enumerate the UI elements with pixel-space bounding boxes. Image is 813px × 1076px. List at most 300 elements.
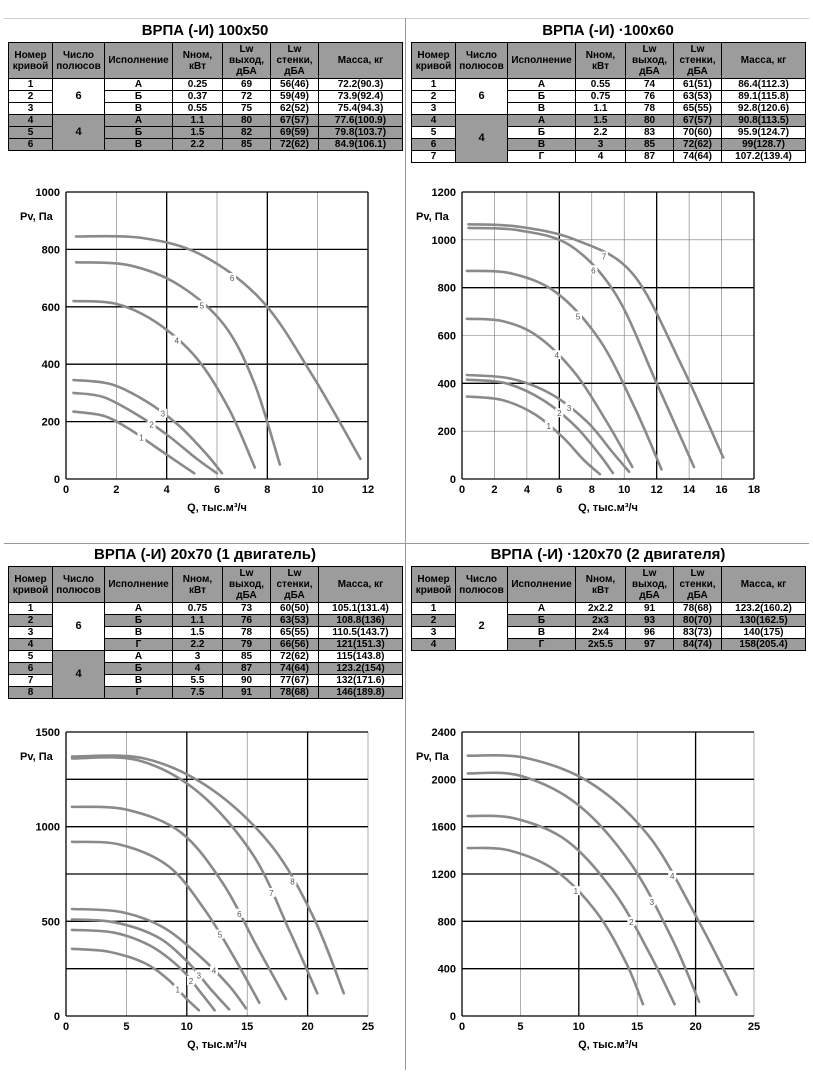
column-header: Масса, кг <box>722 43 806 79</box>
curve-label: 6 <box>591 266 596 276</box>
mass-cell: 84.9(106.1) <box>319 139 403 151</box>
curve-7 <box>72 757 317 993</box>
power-cell: 2х3 <box>576 615 626 627</box>
x-tick-label: 5 <box>123 1021 130 1033</box>
lw-wall-cell: 70(60) <box>674 127 722 139</box>
panel-100x60 <box>409 22 807 542</box>
spec-table <box>411 566 806 651</box>
curve-number-cell: 2 <box>412 91 456 103</box>
x-tick-label: 4 <box>163 484 170 496</box>
x-tick-label: 10 <box>180 1021 193 1033</box>
x-tick-label: 6 <box>213 484 221 496</box>
x-tick-label: 18 <box>747 484 761 496</box>
vertical-divider <box>405 18 406 1070</box>
column-header: Номер кривой <box>412 43 456 79</box>
lw-wall-cell: 80(70) <box>674 615 722 627</box>
execution-cell: Б <box>508 91 576 103</box>
curve-label: 5 <box>199 301 205 311</box>
lw-outlet-cell: 90 <box>223 675 271 687</box>
mass-cell: 146(189.8) <box>319 687 403 699</box>
column-header: Число полюсов <box>456 43 508 79</box>
panel-120x70-1-motor <box>6 546 404 1066</box>
power-cell: 0.75 <box>576 91 626 103</box>
curve-label: 1 <box>139 433 144 443</box>
curve-number-cell: 3 <box>412 103 456 115</box>
curve-label: 1 <box>175 985 180 995</box>
y-tick-label: 800 <box>437 282 456 295</box>
chart-title: ВРПА (-И) 100х50 <box>141 22 269 39</box>
lw-wall-cell: 72(62) <box>271 651 319 663</box>
mass-cell: 108.8(136) <box>319 615 403 627</box>
y-tick-label: 1000 <box>35 821 60 834</box>
spec-table <box>411 42 806 163</box>
curve-1 <box>468 848 643 1004</box>
execution-cell: Г <box>508 151 576 163</box>
chart-title: ВРПА (-И) ·100х60 <box>542 22 674 39</box>
execution-cell: В <box>105 675 173 687</box>
table-row <box>9 603 403 615</box>
lw-wall-cell: 78(68) <box>271 687 319 699</box>
curve-number-cell: 1 <box>9 603 53 615</box>
curve-number-cell: 1 <box>412 79 456 91</box>
power-cell: 0.55 <box>576 79 626 91</box>
mass-cell: 123.2(160.2) <box>722 603 806 615</box>
mass-cell: 79.8(103.7) <box>319 127 403 139</box>
chart-title: ВРПА (-И) ·120х70 (2 двигателя) <box>490 546 726 563</box>
curve-label: 2 <box>149 420 154 430</box>
table-row <box>9 115 403 127</box>
column-header: Lw выход, дБА <box>223 567 271 603</box>
curve-number-cell: 6 <box>9 663 53 675</box>
power-cell: 0.55 <box>173 103 223 115</box>
y-tick-label: 400 <box>41 359 60 372</box>
lw-wall-cell: 67(57) <box>271 115 319 127</box>
curve-label: 2 <box>188 976 194 986</box>
power-cell: 2х5.5 <box>576 639 626 651</box>
execution-cell: Г <box>508 639 576 651</box>
execution-cell: Б <box>105 663 173 675</box>
panel-100x50 <box>6 22 404 542</box>
curve-5 <box>76 262 280 464</box>
poles-cell: 4 <box>53 651 105 699</box>
lw-wall-cell: 67(57) <box>674 115 722 127</box>
pressure-flow-chart <box>409 726 807 1056</box>
curve-label: 2 <box>629 917 634 927</box>
curve-label: 7 <box>601 252 607 262</box>
x-tick-label: 25 <box>361 1021 375 1033</box>
lw-outlet-cell: 85 <box>626 139 674 151</box>
execution-cell: А <box>508 603 576 615</box>
power-cell: 5.5 <box>173 675 223 687</box>
x-tick-label: 8 <box>264 484 271 496</box>
curve-label: 6 <box>237 909 242 919</box>
power-cell: 2х2.2 <box>576 603 626 615</box>
curve-number-cell: 1 <box>9 79 53 91</box>
mass-cell: 90.8(113.5) <box>722 115 806 127</box>
table-row <box>412 603 806 615</box>
curve-label: 5 <box>575 312 581 322</box>
lw-outlet-cell: 78 <box>223 627 271 639</box>
mass-cell: 130(162.5) <box>722 615 806 627</box>
curve-number-cell: 5 <box>9 127 53 139</box>
lw-outlet-cell: 79 <box>223 639 271 651</box>
column-header: Lw выход, дБА <box>626 43 674 79</box>
lw-outlet-cell: 82 <box>223 127 271 139</box>
mass-cell: 140(175) <box>722 627 806 639</box>
execution-cell: А <box>105 79 173 91</box>
pressure-flow-chart <box>409 182 807 532</box>
execution-cell: В <box>105 627 173 639</box>
lw-wall-cell: 62(52) <box>271 103 319 115</box>
y-tick-label: 1200 <box>431 869 456 881</box>
x-tick-label: 0 <box>458 1021 466 1033</box>
column-header: Номер кривой <box>9 43 53 79</box>
curve-number-cell: 5 <box>9 651 53 663</box>
lw-wall-cell: 65(55) <box>271 627 319 639</box>
lw-wall-cell: 60(50) <box>271 603 319 615</box>
column-header: Исполнение <box>105 567 173 603</box>
power-cell: 0.25 <box>173 79 223 91</box>
power-cell: 1.1 <box>173 615 223 627</box>
lw-outlet-cell: 76 <box>626 91 674 103</box>
lw-outlet-cell: 87 <box>626 151 674 163</box>
lw-outlet-cell: 97 <box>626 639 674 651</box>
lw-outlet-cell: 80 <box>223 115 271 127</box>
column-header: Число полюсов <box>53 567 105 603</box>
lw-wall-cell: 69(59) <box>271 127 319 139</box>
curve-number-cell: 2 <box>9 91 53 103</box>
y-axis-label: Pv, Па <box>20 751 53 763</box>
curve-number-cell: 8 <box>9 687 53 699</box>
curve-number-cell: 1 <box>412 603 456 615</box>
y-tick-label: 1000 <box>35 187 60 199</box>
column-header: Lw стенки, дБА <box>271 43 319 79</box>
lw-outlet-cell: 91 <box>626 603 674 615</box>
y-tick-label: 2000 <box>431 774 456 787</box>
y-tick-label: 1600 <box>431 821 456 834</box>
mass-cell: 107.2(139.4) <box>722 151 806 163</box>
power-cell: 1.5 <box>576 115 626 127</box>
y-tick-label: 0 <box>53 1011 60 1023</box>
column-header: Lw выход, дБА <box>626 567 674 603</box>
column-header: Исполнение <box>508 567 576 603</box>
execution-cell: Б <box>508 127 576 139</box>
column-header: Nном, кВт <box>576 567 626 603</box>
x-axis-label: Q, тыс.м³/ч <box>187 1039 247 1051</box>
curve-3 <box>72 919 229 1009</box>
lw-wall-cell: 66(56) <box>271 639 319 651</box>
lw-outlet-cell: 80 <box>626 115 674 127</box>
curve-1 <box>72 949 199 1011</box>
lw-wall-cell: 84(74) <box>674 639 722 651</box>
lw-outlet-cell: 73 <box>223 603 271 615</box>
execution-cell: Г <box>105 687 173 699</box>
lw-outlet-cell: 87 <box>223 663 271 675</box>
curve-label: 3 <box>649 897 655 907</box>
execution-cell: А <box>105 115 173 127</box>
lw-outlet-cell: 96 <box>626 627 674 639</box>
x-tick-label: 25 <box>747 1021 761 1033</box>
mass-cell: 92.8(120.6) <box>722 103 806 115</box>
column-header: Lw стенки, дБА <box>674 567 722 603</box>
curve-label: 2 <box>557 409 562 419</box>
curve-number-cell: 7 <box>9 675 53 687</box>
y-tick-label: 600 <box>41 301 60 314</box>
y-tick-label: 0 <box>449 474 456 486</box>
x-axis-label: Q, тыс.м³/ч <box>578 502 638 514</box>
column-header: Масса, кг <box>722 567 806 603</box>
execution-cell: Б <box>105 91 173 103</box>
lw-wall-cell: 63(53) <box>674 91 722 103</box>
curve-number-cell: 3 <box>9 103 53 115</box>
column-header: Lw стенки, дБА <box>674 43 722 79</box>
curve-label: 3 <box>160 409 166 419</box>
curve-label: 1 <box>546 421 552 431</box>
lw-wall-cell: 74(64) <box>271 663 319 675</box>
curve-label: 4 <box>554 351 560 361</box>
lw-outlet-cell: 75 <box>223 103 271 115</box>
y-tick-label: 600 <box>437 330 456 343</box>
power-cell: 7.5 <box>173 687 223 699</box>
y-axis-label: Pv, Па <box>416 751 449 763</box>
execution-cell: Б <box>105 127 173 139</box>
poles-cell: 6 <box>53 79 105 115</box>
poles-cell: 4 <box>53 115 105 151</box>
x-tick-label: 0 <box>62 1021 70 1033</box>
column-header: Номер кривой <box>9 567 53 603</box>
curve-number-cell: 4 <box>9 115 53 127</box>
curve-2 <box>468 816 675 1004</box>
power-cell: 4 <box>173 663 223 675</box>
mass-cell: 89.1(115.8) <box>722 91 806 103</box>
lw-outlet-cell: 91 <box>223 687 271 699</box>
execution-cell: А <box>105 651 173 663</box>
mass-cell: 110.5(143.7) <box>319 627 403 639</box>
lw-outlet-cell: 72 <box>223 91 271 103</box>
panel-120x70-2-motors <box>409 546 807 1066</box>
curve-number-cell: 6 <box>412 139 456 151</box>
mass-cell: 75.4(94.3) <box>319 103 403 115</box>
y-axis-label: Pv, Па <box>416 211 449 223</box>
curve-number-cell: 7 <box>412 151 456 163</box>
lw-outlet-cell: 74 <box>626 79 674 91</box>
curve-6 <box>72 807 286 999</box>
column-header: Масса, кг <box>319 43 403 79</box>
lw-wall-cell: 78(68) <box>674 603 722 615</box>
lw-wall-cell: 72(62) <box>674 139 722 151</box>
y-tick-label: 200 <box>437 426 456 439</box>
power-cell: 3 <box>576 139 626 151</box>
curve-number-cell: 4 <box>9 639 53 651</box>
curve-number-cell: 6 <box>9 139 53 151</box>
power-cell: 3 <box>173 651 223 663</box>
x-tick-label: 6 <box>556 484 563 496</box>
top-rule <box>4 18 809 19</box>
curve-label: 3 <box>196 971 202 981</box>
y-tick-label: 200 <box>41 416 60 429</box>
lw-wall-cell: 63(53) <box>271 615 319 627</box>
curve-2 <box>72 930 215 1010</box>
mass-cell: 77.6(100.9) <box>319 115 403 127</box>
x-tick-label: 10 <box>618 484 631 496</box>
lw-wall-cell: 77(67) <box>271 675 319 687</box>
x-tick-label: 15 <box>241 1021 254 1033</box>
y-tick-label: 400 <box>437 378 456 391</box>
power-cell: 4 <box>576 151 626 163</box>
lw-wall-cell: 65(55) <box>674 103 722 115</box>
column-header: Исполнение <box>508 43 576 79</box>
curve-1 <box>467 397 600 475</box>
execution-cell: В <box>105 103 173 115</box>
curve-label: 7 <box>269 888 274 898</box>
y-tick-label: 800 <box>437 916 456 929</box>
x-tick-label: 10 <box>572 1021 585 1033</box>
power-cell: 1.5 <box>173 627 223 639</box>
y-tick-label: 2400 <box>431 727 456 739</box>
lw-outlet-cell: 93 <box>626 615 674 627</box>
pressure-flow-chart <box>6 726 404 1056</box>
table-row <box>412 79 806 91</box>
lw-wall-cell: 74(64) <box>674 151 722 163</box>
y-tick-label: 1500 <box>35 727 60 739</box>
poles-cell: 4 <box>456 115 508 163</box>
mass-cell: 123.2(154) <box>319 663 403 675</box>
y-tick-label: 500 <box>41 916 60 929</box>
y-tick-label: 800 <box>41 244 60 257</box>
x-tick-label: 4 <box>523 484 530 496</box>
lw-outlet-cell: 85 <box>223 651 271 663</box>
lw-wall-cell: 61(51) <box>674 79 722 91</box>
execution-cell: А <box>105 603 173 615</box>
poles-cell: 6 <box>53 603 105 651</box>
table-row <box>9 651 403 663</box>
column-header: Lw стенки, дБА <box>271 567 319 603</box>
mass-cell: 95.9(124.7) <box>722 127 806 139</box>
execution-cell: В <box>105 139 173 151</box>
execution-cell: В <box>508 139 576 151</box>
x-tick-label: 14 <box>682 484 696 496</box>
poles-cell: 6 <box>456 79 508 115</box>
execution-cell: А <box>508 115 576 127</box>
x-tick-label: 0 <box>62 484 70 496</box>
column-header: Исполнение <box>105 43 173 79</box>
curve-number-cell: 2 <box>9 615 53 627</box>
curve-number-cell: 4 <box>412 115 456 127</box>
power-cell: 0.75 <box>173 603 223 615</box>
spec-table <box>8 566 403 699</box>
lw-outlet-cell: 78 <box>626 103 674 115</box>
lw-outlet-cell: 76 <box>223 615 271 627</box>
mass-cell: 158(205.4) <box>722 639 806 651</box>
lw-wall-cell: 83(73) <box>674 627 722 639</box>
column-header: Масса, кг <box>319 567 403 603</box>
power-cell: 2.2 <box>173 639 223 651</box>
curve-label: 5 <box>217 930 223 940</box>
x-tick-label: 8 <box>588 484 595 496</box>
column-header: Номер кривой <box>412 567 456 603</box>
y-tick-label: 0 <box>53 474 60 486</box>
power-cell: 1.5 <box>173 127 223 139</box>
curve-label: 4 <box>211 966 217 976</box>
x-tick-label: 10 <box>311 484 324 496</box>
curve-4 <box>74 301 255 467</box>
pressure-flow-chart <box>6 182 404 532</box>
y-axis-label: Pv, Па <box>20 211 53 223</box>
curve-7 <box>469 224 724 457</box>
execution-cell: А <box>508 79 576 91</box>
column-header: Nном, кВт <box>173 567 223 603</box>
lw-outlet-cell: 85 <box>223 139 271 151</box>
x-tick-label: 16 <box>715 484 728 496</box>
mass-cell: 86.4(112.3) <box>722 79 806 91</box>
curve-label: 6 <box>229 274 235 284</box>
column-header: Число полюсов <box>53 43 105 79</box>
y-tick-label: 0 <box>449 1011 456 1023</box>
lw-wall-cell: 56(46) <box>271 79 319 91</box>
x-tick-label: 2 <box>113 484 120 496</box>
table-row <box>412 115 806 127</box>
x-tick-label: 15 <box>631 1021 644 1033</box>
mass-cell: 72.2(90.3) <box>319 79 403 91</box>
x-tick-label: 20 <box>689 1021 702 1033</box>
lw-wall-cell: 72(62) <box>271 139 319 151</box>
execution-cell: В <box>508 627 576 639</box>
mass-cell: 99(128.7) <box>722 139 806 151</box>
lw-outlet-cell: 83 <box>626 127 674 139</box>
x-tick-label: 5 <box>517 1021 524 1033</box>
power-cell: 2.2 <box>576 127 626 139</box>
mass-cell: 115(143.8) <box>319 651 403 663</box>
execution-cell: Г <box>105 639 173 651</box>
y-tick-label: 400 <box>437 963 456 976</box>
column-header: Nном, кВт <box>173 43 223 79</box>
curve-number-cell: 4 <box>412 639 456 651</box>
curve-4 <box>72 909 246 1008</box>
power-cell: 2.2 <box>173 139 223 151</box>
column-header: Nном, кВт <box>576 43 626 79</box>
curve-number-cell: 2 <box>412 615 456 627</box>
mass-cell: 121(151.3) <box>319 639 403 651</box>
horizontal-divider <box>4 543 809 544</box>
curve-label: 1 <box>573 887 579 897</box>
x-tick-label: 0 <box>458 484 466 496</box>
mass-cell: 105.1(131.4) <box>319 603 403 615</box>
column-header: Число полюсов <box>456 567 508 603</box>
x-tick-label: 20 <box>301 1021 314 1033</box>
x-tick-label: 12 <box>361 484 375 496</box>
column-header: Lw выход, дБА <box>223 43 271 79</box>
curve-number-cell: 3 <box>9 627 53 639</box>
lw-outlet-cell: 69 <box>223 79 271 91</box>
x-axis-label: Q, тыс.м³/ч <box>187 502 247 514</box>
curve-label: 8 <box>290 877 295 887</box>
mass-cell: 73.9(92.4) <box>319 91 403 103</box>
power-cell: 1.1 <box>173 115 223 127</box>
execution-cell: Б <box>105 615 173 627</box>
execution-cell: Б <box>508 615 576 627</box>
execution-cell: В <box>508 103 576 115</box>
power-cell: 2х4 <box>576 627 626 639</box>
power-cell: 0.37 <box>173 91 223 103</box>
table-row <box>9 79 403 91</box>
y-tick-label: 1200 <box>431 187 456 199</box>
chart-title: ВРПА (-И) 20х70 (1 двигатель) <box>94 546 316 563</box>
power-cell: 1.1 <box>576 103 626 115</box>
x-tick-label: 2 <box>491 484 498 496</box>
curve-3 <box>468 773 699 1002</box>
lw-wall-cell: 59(49) <box>271 91 319 103</box>
y-tick-label: 1000 <box>431 234 456 247</box>
